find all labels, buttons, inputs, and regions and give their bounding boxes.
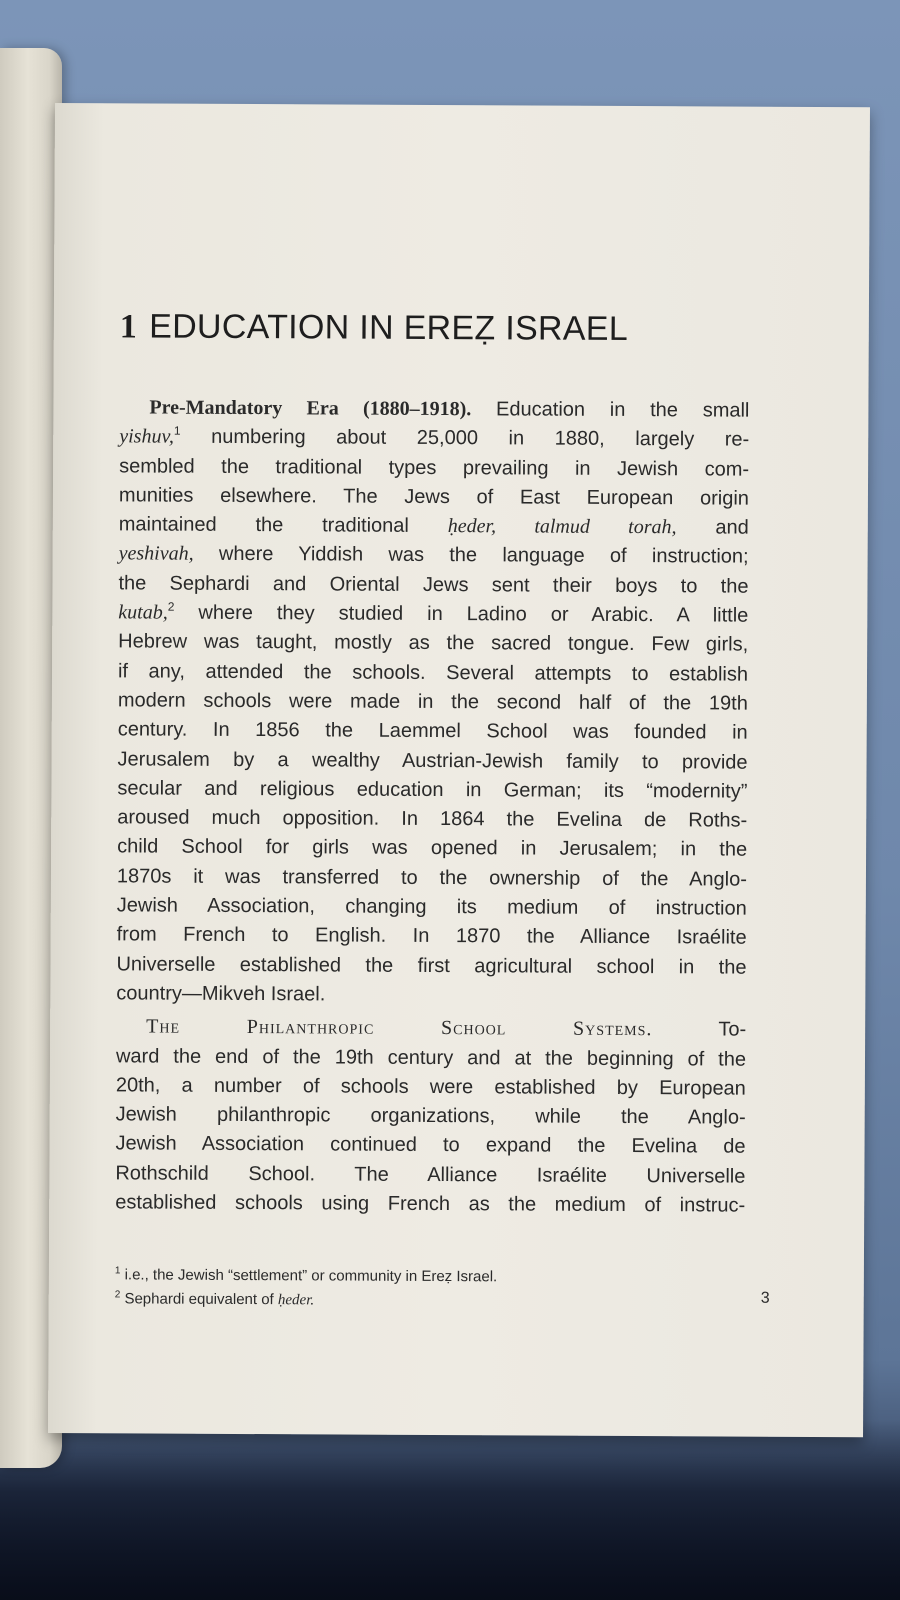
footnote-ref: 1 <box>173 423 181 438</box>
table-shadow <box>0 1420 900 1600</box>
text-line: sembled the traditional types prevailing in Jewish com- <box>119 454 750 481</box>
text-line: aroused much opposition. In 1864 the Evelina de Roths- <box>117 806 748 832</box>
text-line: Pre-Mandatory Era (1880–1918). Education in the small <box>149 396 750 422</box>
text-line: Hebrew was taught, mostly as the sacred tongue. Few girls, <box>118 630 749 657</box>
chapter-heading <box>120 307 628 349</box>
text-line: child School for girls was opened in Jerusalem; in the <box>117 835 748 862</box>
footnote-marker: 2 <box>114 1289 121 1301</box>
chapter-title: EDUCATION IN EREẒ ISRAEL <box>149 307 629 349</box>
body-text <box>115 393 749 1221</box>
page-number: 3 <box>760 1289 770 1307</box>
footnotes <box>115 1263 795 1315</box>
book-page <box>48 103 870 1437</box>
text-line: yeshivah, where Yiddish was the language of instruction; <box>118 542 749 569</box>
chapter-number: 1 <box>119 308 138 346</box>
text-line: if any, attended the schools. Several attempts to establish <box>117 660 749 686</box>
text-line: from French to English. In 1870 the Alliance Israélite <box>116 923 747 949</box>
text-line: Universelle established the first agricultural school in the <box>116 952 747 979</box>
text-line: munities elsewhere. The Jews of East European origin <box>118 484 749 510</box>
text-line: 20th, a number of schools were established by European <box>115 1074 746 1100</box>
text-line: kutab,$^2$ where they studied in Ladino or Arabic. A little <box>118 599 749 627</box>
footnote-ref: 2 <box>167 599 175 614</box>
text-line: Jewish Association, changing its medium of instruction <box>116 894 747 920</box>
text-line: established schools using French as the medium of instruc- <box>115 1191 746 1217</box>
text-line: maintained the traditional ḥeder, talmud torah, and <box>118 513 749 539</box>
text-line: modern schools were made in the second half of the 19th <box>117 689 748 715</box>
text-line: the Sephardi and Oriental Jews sent their boys to the <box>118 572 749 598</box>
text-line: century. In 1856 the Laemmel School was founded in <box>117 718 748 744</box>
text-line: country—Mikveh Israel. <box>116 982 326 1006</box>
text-line: Jerusalem by a wealthy Austrian-Jewish family to provide <box>117 747 748 774</box>
text-line: secular and religious education in German; its “modernity” <box>117 777 748 803</box>
footnote: $^1$ i.e., the Jewish “settlement” or community in Ereẓ Israel. <box>114 1265 498 1286</box>
text-line: 1870s it was transferred to the ownership of the Anglo- <box>116 865 748 891</box>
text-line: Jewish Association continued to expand the Evelina de <box>115 1132 746 1159</box>
section-title: The Philanthropic School Systems. <box>146 1015 653 1041</box>
footnote-marker: 1 <box>114 1265 121 1277</box>
text-line: yishuv,$^1$ numbering about 25,000 in 1880, largely re- <box>119 423 750 451</box>
text-line: The Philanthropic School Systems. To- <box>146 1015 747 1041</box>
footnote: $^2$ Sephardi equivalent of ḥeder. <box>114 1289 315 1309</box>
text-line: Rothschild School. The Alliance Israélite Universelle <box>115 1162 746 1188</box>
text-line: Jewish philanthropic organizations, while the Anglo- <box>115 1103 746 1129</box>
section-title: Pre-Mandatory Era (1880–1918). <box>149 396 472 421</box>
text-line: ward the end of the 19th century and at the beginning of the <box>115 1044 747 1071</box>
